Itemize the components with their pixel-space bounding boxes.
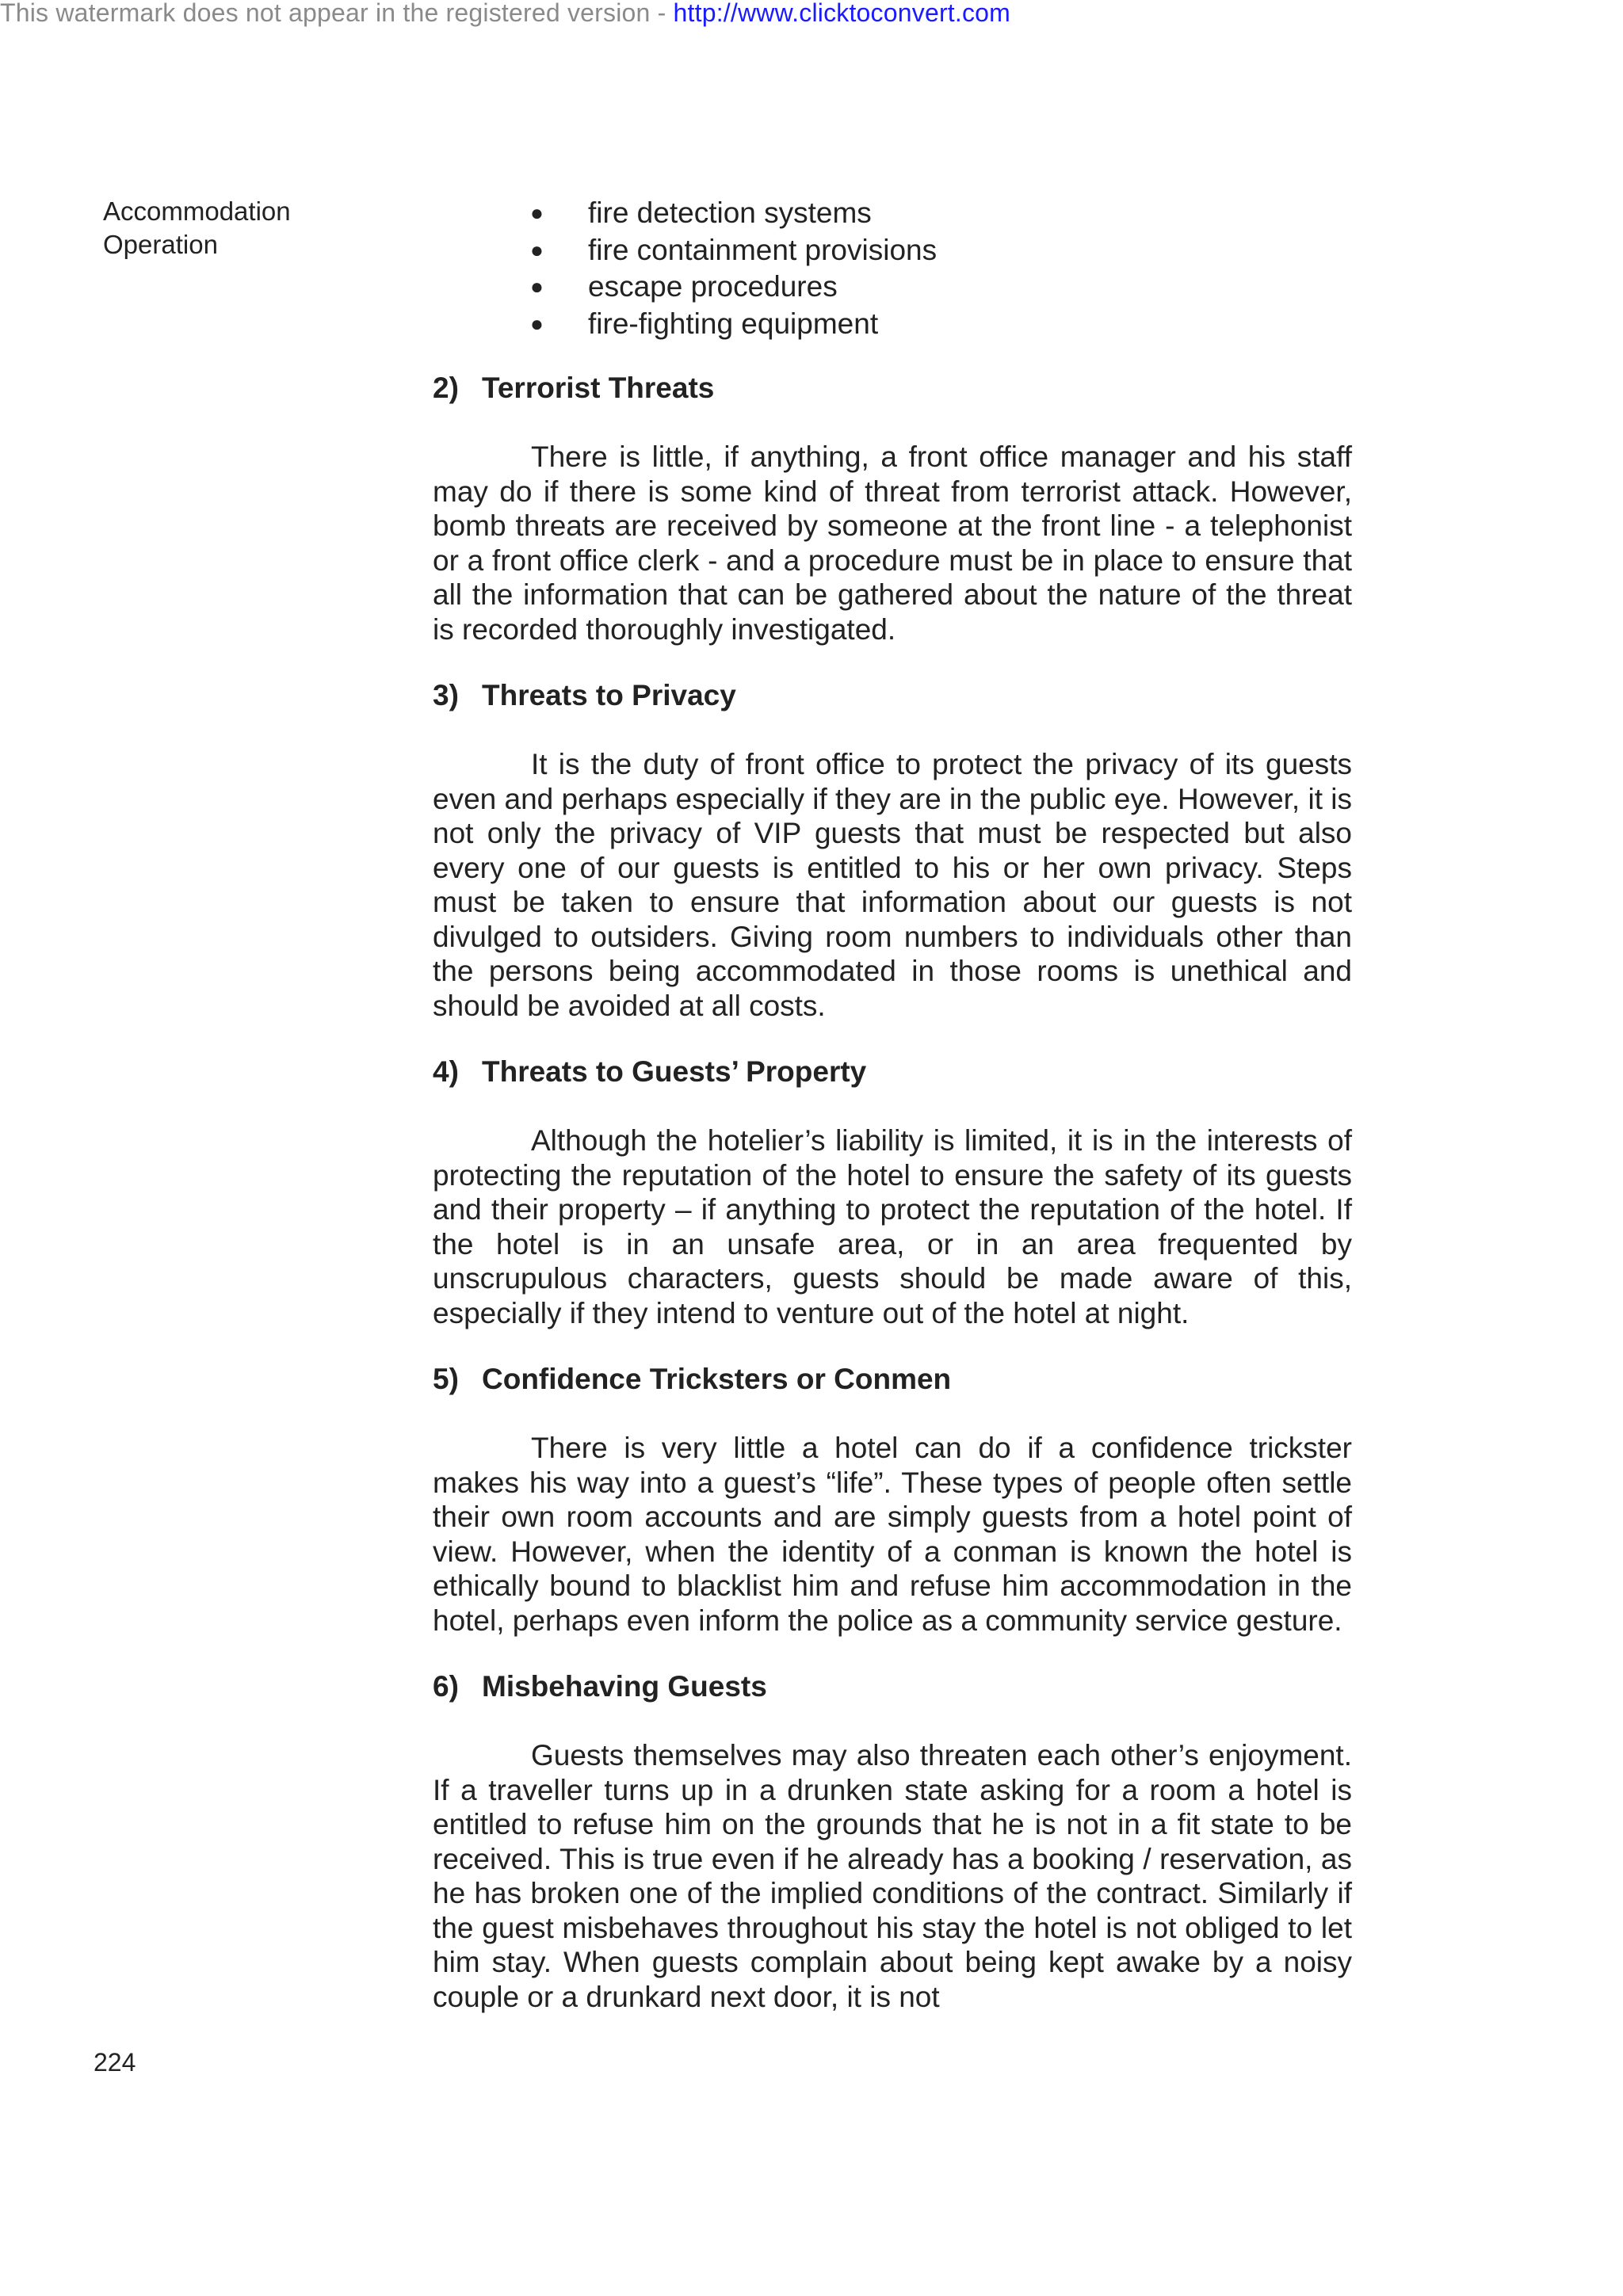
section-title: Threats to Privacy	[482, 679, 736, 711]
list-item-text: fire detection systems	[588, 196, 872, 229]
list-item-text: fire containment provisions	[588, 233, 938, 266]
section-threats-to-privacy	[433, 678, 1352, 1023]
bullet-icon: ●	[530, 311, 544, 336]
main-content	[433, 195, 1352, 2046]
bullet-icon: ●	[530, 237, 544, 262]
section-paragraph: There is very little a hotel can do if a confidence trickster makes his way into a guest’s “life”. These types of people often settle their own room accounts and are simply guests from a hotel point of view. However, when the identity of a conman is known the hotel is ethically bound to blacklist him and refuse him accommodation in the hotel, perhaps even inform the police as a community service gesture.	[433, 1432, 1352, 1637]
section-title: Confidence Tricksters or Conmen	[482, 1363, 952, 1395]
section-heading	[433, 678, 1352, 712]
section-terrorist-threats	[433, 371, 1352, 646]
page-number: 224	[94, 2048, 136, 2077]
section-threats-to-guests-property	[433, 1055, 1352, 1330]
list-item	[433, 232, 1352, 269]
section-title: Misbehaving Guests	[482, 1670, 767, 1703]
watermark-banner	[0, 0, 1010, 25]
running-header-line2: Operation	[103, 230, 218, 259]
section-paragraph: It is the duty of front office to protect the privacy of its guests even and perhaps especially if they are in the public eye. However, it is not only the privacy of VIP guests that must be respected but also every one of our guests is entitled to his or her own privacy. Steps must be taken to ensure that information about our guests is not divulged to outsiders. Giving room numbers to individuals other than the persons being accommodated in those rooms is unethical and should be avoided at all costs.	[433, 748, 1352, 1022]
section-number: 4)	[433, 1055, 459, 1088]
section-heading	[433, 371, 1352, 405]
section-confidence-tricksters	[433, 1362, 1352, 1638]
watermark-link[interactable]: http://www.clicktoconvert.com	[673, 0, 1011, 27]
section-heading	[433, 1362, 1352, 1396]
section-paragraph: Although the hotelier’s liability is limited, it is in the interests of protecting the reputation of the hotel to ensure the safety of its guests and their property – if anything to protect the reputation of the hotel. If the hotel is in an unsafe area, or in an area frequented by unscrupulous characters, guests should be made aware of this, especially if they intend to venture out of the hotel at night.	[433, 1124, 1352, 1329]
section-heading	[433, 1669, 1352, 1703]
section-paragraph: There is little, if anything, a front office manager and his staff may do if there is some kind of threat from terrorist attack. However, bomb threats are received by someone at the front line - a telephonist or a front office clerk - and a procedure must be in place to ensure that all the information that can be gathered about the nature of the threat is recorded thoroughly investigated.	[433, 441, 1352, 646]
list-item	[433, 195, 1352, 232]
running-header-line1: Accommodation	[103, 196, 291, 226]
section-title: Terrorist Threats	[482, 372, 715, 404]
section-heading	[433, 1055, 1352, 1089]
section-number: 2)	[433, 372, 459, 404]
list-item-text: fire-fighting equipment	[588, 307, 879, 340]
section-misbehaving-guests	[433, 1669, 1352, 2014]
list-item	[433, 306, 1352, 343]
bullet-icon: ●	[530, 200, 544, 225]
bullet-list	[433, 195, 1352, 342]
section-title: Threats to Guests’ Property	[482, 1055, 867, 1088]
watermark-text: This watermark does not appear in the registered version -	[0, 0, 674, 27]
section-number: 6)	[433, 1670, 459, 1703]
section-number: 5)	[433, 1363, 459, 1395]
section-paragraph: Guests themselves may also threaten each other’s enjoyment. If a traveller turns up in a drunken state asking for a room a hotel is entitled to refuse him on the grounds that he is not in a fit state to be received. This is true even if he already has a booking / reservation, as he has broken one of the implied conditions of the contract. Similarly if the guest misbehaves throughout his stay the hotel is not obliged to let him stay. When guests complain about being kept awake by a noisy couple or a drunkard next door, it is not	[433, 1739, 1352, 2013]
section-number: 3)	[433, 679, 459, 711]
running-header	[103, 195, 341, 261]
list-item	[433, 269, 1352, 306]
bullet-icon: ●	[530, 274, 544, 299]
list-item-text: escape procedures	[588, 270, 838, 303]
